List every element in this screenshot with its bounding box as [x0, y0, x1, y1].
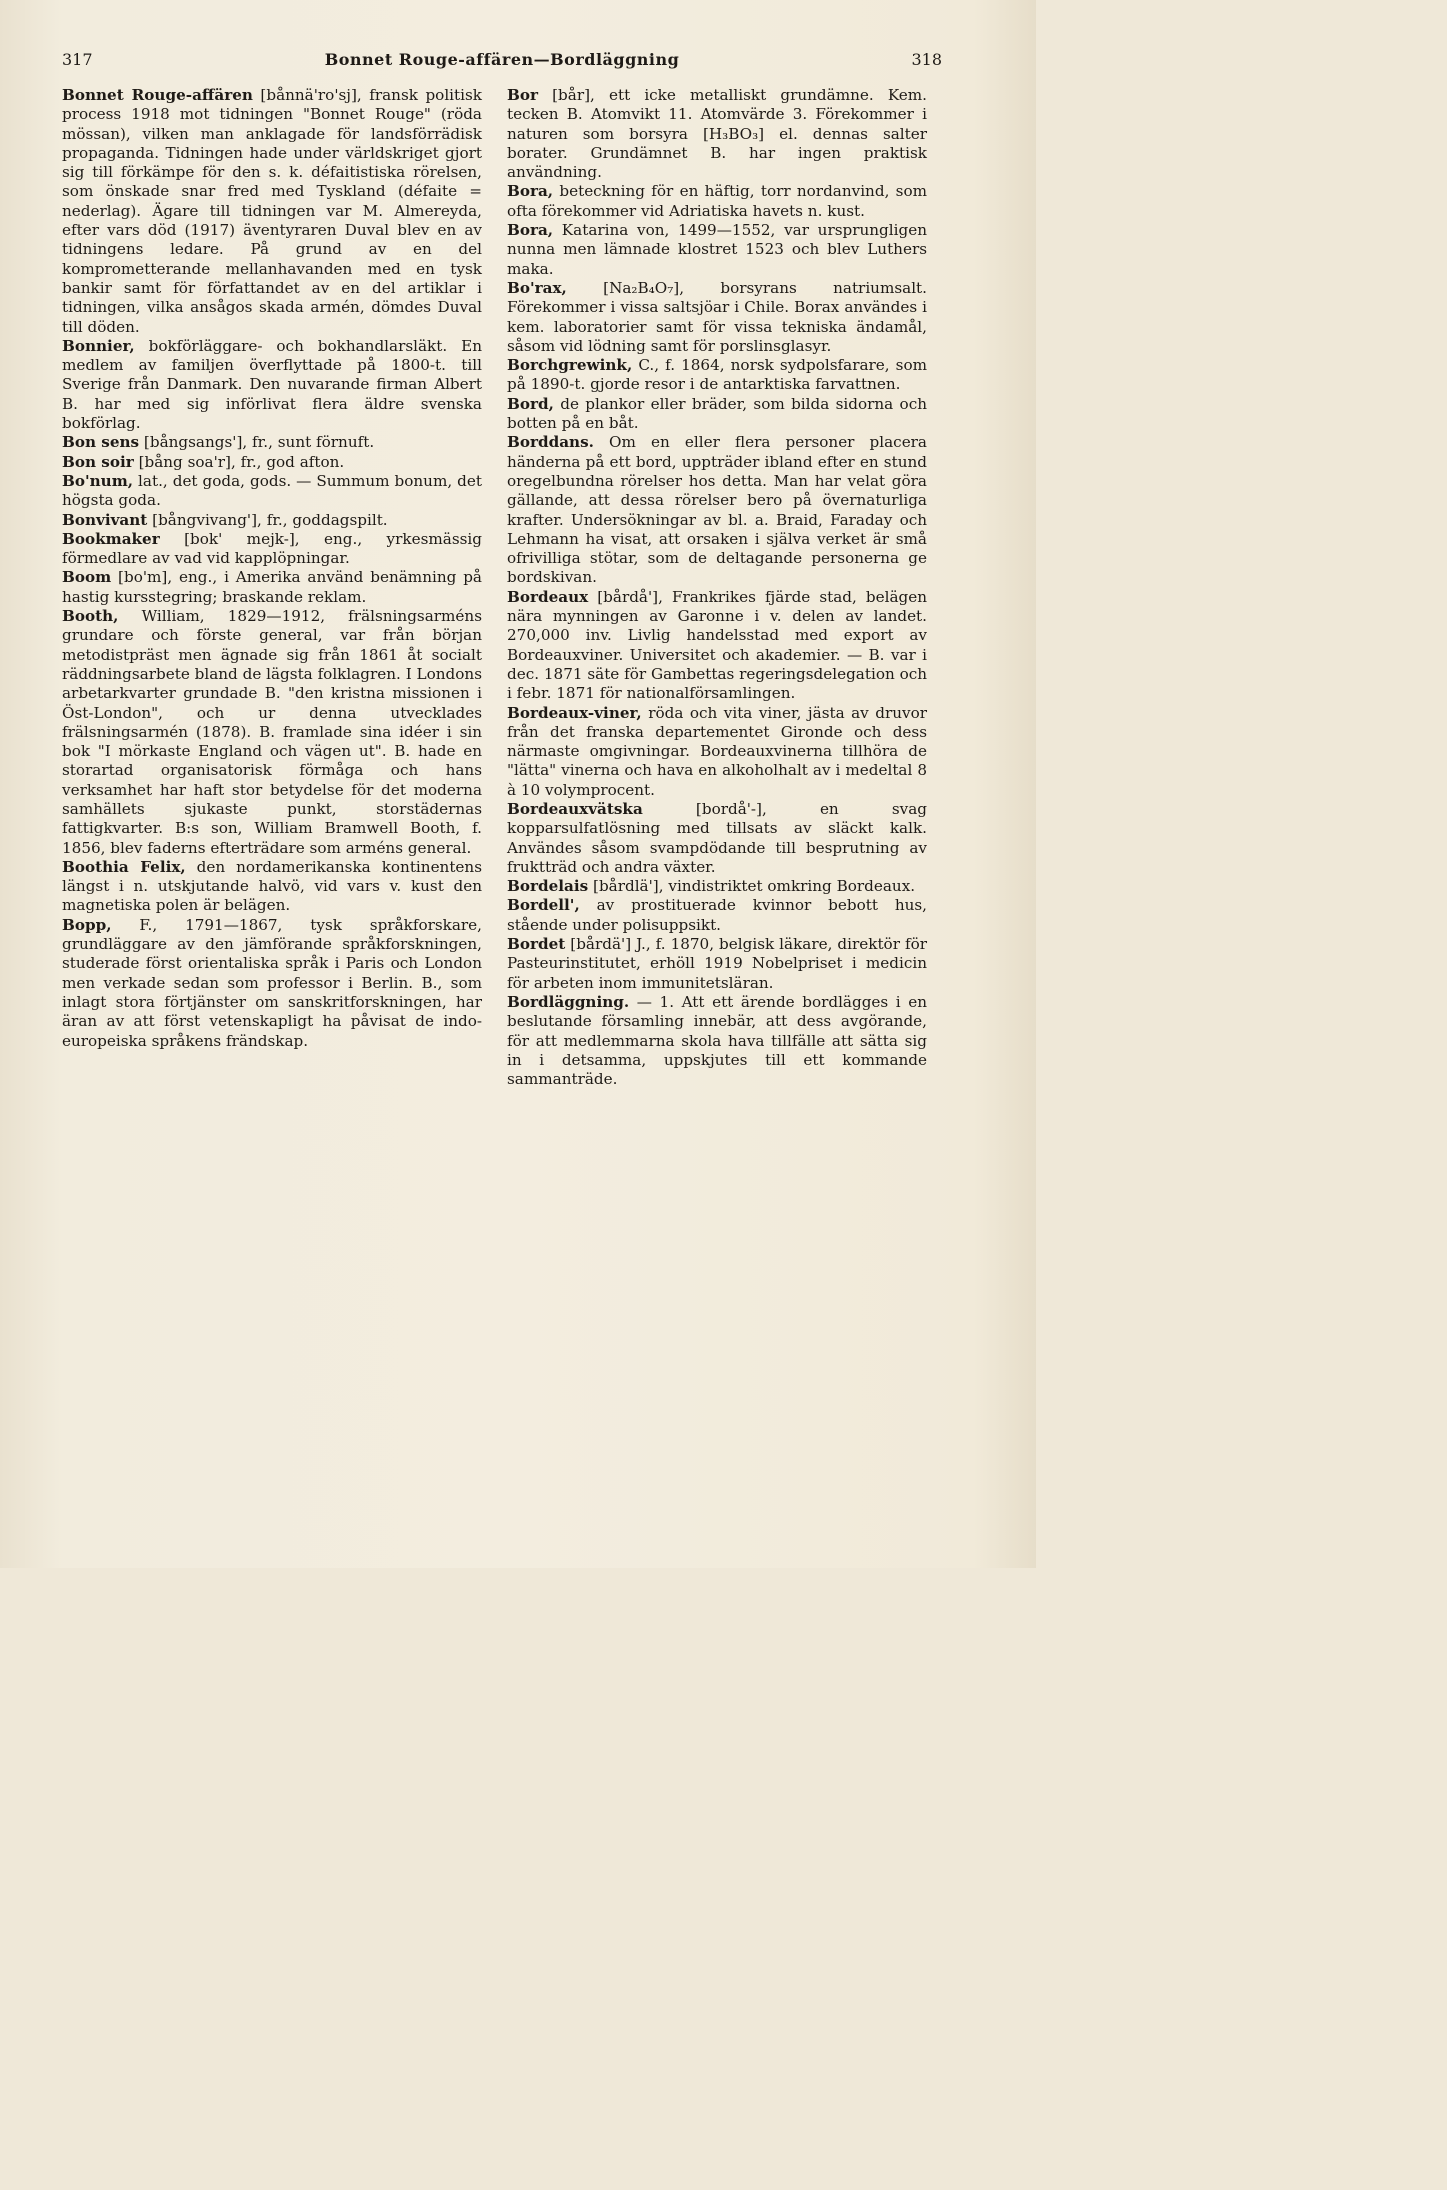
headword: Borddans. [507, 433, 594, 452]
entry-text: [bok' mejk-], eng., yrkesmässig förmedlare av vad vid kapplöpningar. [62, 529, 482, 568]
page-header [62, 50, 942, 74]
headword: Boothia Felix, [62, 857, 186, 876]
entry-bora-wind [507, 182, 927, 221]
page-number-left: 317 [62, 50, 93, 69]
entry-bonnier [62, 337, 482, 433]
entry-text: den nordamerikanska kontinentens längst i n. utskjutande halvö, vid vars v. kust den magnetiska polen är belägen. [62, 857, 482, 915]
entry-text: [bordå'-], en svag kopparsulfatlösning med tillsats av släckt kalk. Användes såsom svampdödande till besprutning av fruktträd och andra växter. [507, 799, 927, 876]
headword: Bon sens [62, 433, 140, 452]
entry-text: av prostituerade kvinnor bebott hus, stående under polisuppsikt. [507, 896, 927, 934]
headword: Bonvivant [62, 510, 148, 529]
headword: Bordeaux-viner, [507, 703, 642, 722]
headword: Booth, [62, 607, 119, 626]
entry-text: [bång soa'r], fr., god afton. [133, 452, 345, 471]
entry-booth [62, 607, 482, 858]
headword: Bord, [507, 394, 554, 413]
headword: Bordeaux [507, 587, 589, 606]
page-number-right: 318 [911, 50, 942, 69]
left-column [62, 86, 482, 1051]
entry-text: [bårdå'], Frankrikes fjärde stad, belägen nära mynningen av Garonne i v. delen av landet. 270,000 inv. Livlig handelsstad med export av Bordeauxviner. Universitet och akademier. — B. var i dec. 1871 säte för Gambettas regeringsdelegation och i febr. 1871 för nationalförsamlingen. [507, 587, 927, 703]
headword: Bordet [507, 935, 566, 954]
headword: Bon soir [62, 452, 134, 471]
entry-bonum [62, 472, 482, 511]
entry-bord [507, 395, 927, 434]
headword: Bopp, [62, 915, 112, 934]
headword: Borchgrewink, [507, 356, 633, 375]
entry-text: bokförläggare- och bokhandlarsläkt. En medlem av familjen överflyttade på 1800-t. till Sverige från Danmark. Den nuvarande firman Albert B. har med sig införlivat flera äldre svenska bokförlag. [62, 336, 482, 433]
entry-text: William, 1829—1912, frälsningsarméns grundare och förste general, var från början metodistpräst men ägnade sig från 1861 åt socialt räddningsarbete bland de lägsta folklagren. I Londons arbetarkvarter grundade B. "den kristna missionen i Öst-London", och ur denna utvecklades frälsningsarmén (1878). B. framlade sina idéer i sin bok "I mörkaste England och vägen ut". B. hade en storartad organisatorisk förmåga och hans verksamhet har haft stor betydelse för det moderna samhällets sjukaste punkt, storstädernas fattigkvarter. B:s son, William Bramwell Booth, f. 1856, blev faderns efterträdare som arméns general. [62, 607, 482, 857]
headword: Bonnet Rouge-affären [62, 86, 253, 104]
entry-text: [bångvivang'], fr., goddagspilt. [147, 510, 388, 529]
entry-borddans [507, 433, 927, 587]
entry-bor [507, 86, 927, 182]
entry-text: [bo'm], eng., i Amerika använd benämning på hastig kursstegring; braskande reklam. [62, 568, 482, 606]
entry-text: — 1. Att ett ärende bordlägges i en beslutande församling innebär, att dess avgörande, för att medlemmarna skola hava tillfälle att sätta sig in i detsamma, uppskjutes till ett kommande sammanträde. [507, 992, 927, 1089]
headword: Bordläggning. [507, 992, 630, 1011]
entry-bopp [62, 916, 482, 1051]
entry-bordeauxvatska [507, 800, 927, 877]
entry-text: [bånnä'ro'sj], fransk politisk process 1918 mot tidningen "Bonnet Rouge" (röda mössan), vilken man anklagade för landsförrädisk propaganda. Tidningen hade under världskriget gjort sig till förkämpe för den s. k. défaitistiska rörelsen, som önskade snar fred med Tyskland (défaite = nederlag). Ägare till tidningen var M. Almereyda, efter vars död (1917) äventyraren Duval blev en av tidningens ledare. På grund av en del komprometterande mellanhavanden med en tysk bankir samt för författandet av en del artiklar i tidningen, vilka ansågos skada armén, dömdes Duval till döden. [62, 86, 482, 336]
headword: Bordell', [507, 896, 580, 915]
entry-text: beteckning för en häftig, torr nordanvind, som ofta förekommer vid Adriatiska havets n. kust. [507, 182, 927, 220]
headword: Bo'num, [62, 471, 134, 490]
entry-bookmaker [62, 530, 482, 569]
headword: Bor [507, 86, 538, 104]
headword: Bora, [507, 182, 554, 201]
entry-bordlaggning [507, 993, 927, 1089]
headword: Bordeauxvätska [507, 799, 643, 818]
entry-bordell [507, 896, 927, 935]
entry-text: C., f. 1864, norsk sydpolsfarare, som på 1890-t. gjorde resor i de antarktiska farvattnen. [507, 356, 927, 394]
entry-bon-soir [62, 453, 482, 472]
entry-bonvivant [62, 511, 482, 530]
entry-bordeaux-viner [507, 704, 927, 800]
entry-borchgrewink [507, 356, 927, 395]
entry-text: [bårdä'] J., f. 1870, belgisk läkare, direktör för Pasteurinstitutet, erhöll 1919 Nobelpriset i medicin för arbeten inom immunitetsläran. [507, 935, 927, 992]
running-title: Bonnet Rouge-affären—Bordläggning [324, 50, 680, 69]
entry-text: F., 1791—1867, tysk språkforskare, grundläggare av den jämförande språkforskningen, studerade först orientaliska språk i Paris och London men verkade sedan som professor i Berlin. B., som inlagt stora förtjänster om sanskritforskningen, har äran av att först vetenskapligt ha påvisat de indo-europeiska språkens frändskap. [62, 915, 482, 1050]
entry-text: de plankor eller bräder, som bilda sidorna och botten på en båt. [507, 394, 927, 433]
headword: Bo'rax, [507, 278, 567, 297]
entry-bon-sens [62, 433, 482, 452]
entry-boom [62, 568, 482, 607]
entry-text: [Na₂B₄O₇], borsyrans natriumsalt. Förekommer i vissa saltsjöar i Chile. Borax användes i kem. laboratorier samt för vissa tekniska ändamål, såsom vid lödning samt för porslinsglasyr. [507, 278, 927, 355]
entry-text: [bårdlä'], vindistriktet omkring Bordeaux. [588, 877, 916, 896]
entry-bordeaux [507, 588, 927, 704]
headword: Bora, [507, 221, 554, 240]
right-column [507, 86, 927, 1089]
entry-text: [bångsangs'], fr., sunt förnuft. [139, 433, 375, 452]
entry-text: Katarina von, 1499—1552, var ursprungligen nunna men lämnade klostret 1523 och blev Luthers maka. [507, 221, 927, 278]
entry-text: [bår], ett icke metalliskt grundämne. Kem. tecken B. Atomvikt 11. Atomvärde 3. Förekommer i naturen som borsyra [H₃BO₃] el. dennas salter borater. Grundämnet B. har ingen praktisk användning. [507, 86, 927, 182]
entry-borax [507, 279, 927, 356]
headword: Bonnier, [62, 336, 135, 355]
headword: Bordelais [507, 877, 589, 896]
entry-bonnet-rouge [62, 86, 482, 337]
entry-bordet [507, 935, 927, 993]
entry-text: Om en eller flera personer placera händerna på ett bord, uppträder ibland efter en stund oregelbundna rörelser hos detta. Man har velat göra gällande, att dessa rörelser bero på övernaturliga krafter. Undersökningar av bl. a. Braid, Faraday och Lehmann ha visat, att orsaken i själva verket är små ofrivilliga stötar, som de deltagande personerna ge bordskivan. [507, 433, 927, 587]
entry-boothia-felix [62, 858, 482, 916]
entry-text: röda och vita viner, jästa av druvor från det franska departementet Gironde och dess närmaste omgivningar. Bordeauxvinerna tillhöra de "lätta" vinerna och hava en alkoholhalt av i medeltal 8 à 10 volymprocent. [507, 703, 927, 799]
entry-bordelais [507, 877, 927, 896]
headword: Boom [62, 568, 112, 587]
entry-bora-katarina [507, 221, 927, 279]
headword: Bookmaker [62, 529, 160, 548]
entry-text: lat., det goda, gods. — Summum bonum, det högsta goda. [62, 471, 482, 510]
